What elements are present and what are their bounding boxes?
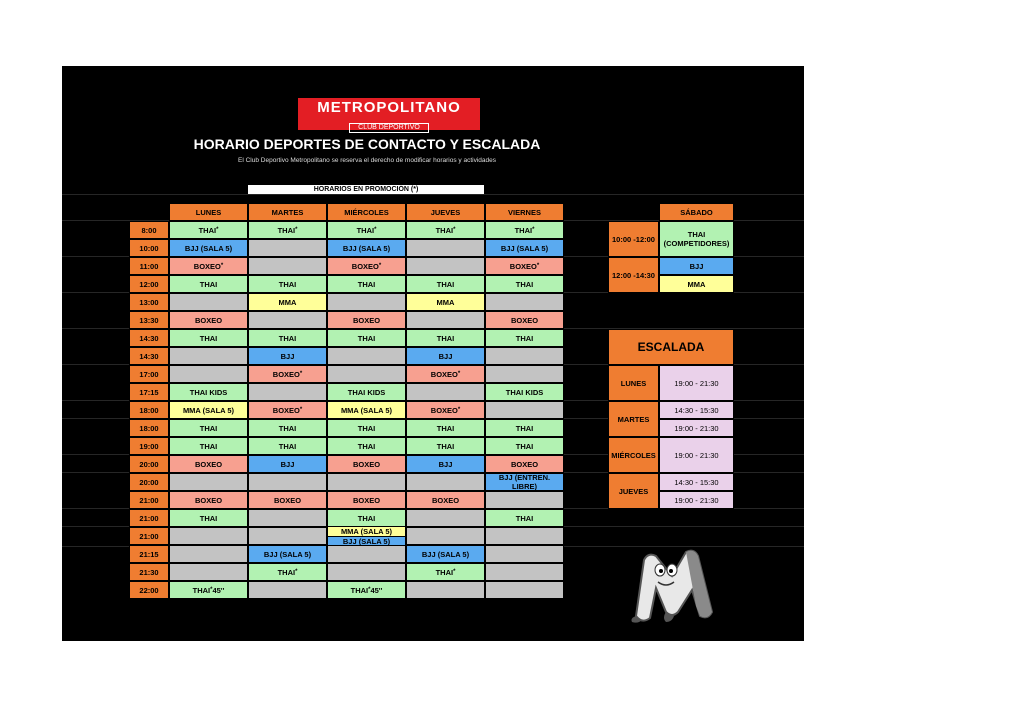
class-cell: [248, 293, 327, 311]
empty-cell: [169, 473, 248, 491]
empty-cell: [406, 581, 485, 599]
empty-cell: [485, 527, 564, 545]
class-name: BJJ (SALA 5): [421, 549, 470, 559]
class-name: BOXEO: [272, 369, 300, 379]
empty-cell: [485, 581, 564, 599]
class-cell: THAI *: [169, 221, 248, 239]
class-name: MMA: [436, 297, 455, 307]
class-name: THAI: [278, 441, 297, 451]
time-slot: 17:15: [129, 383, 169, 401]
class-name: THAI: [198, 225, 217, 235]
class-cell: [406, 293, 485, 311]
class-name: THAI: [357, 441, 376, 451]
class-cell: [485, 509, 564, 527]
class-cell: [327, 455, 406, 473]
day-header: MIÉRCOLES: [327, 203, 406, 221]
time-slot: 10:00: [129, 239, 169, 257]
class-cell: [248, 419, 327, 437]
class-name: THAI: [192, 585, 211, 595]
class-name: THAI: [357, 279, 376, 289]
empty-cell: [169, 545, 248, 563]
class-name: THAI: [515, 513, 534, 523]
class-cell: [327, 509, 406, 527]
class-duration: 45'': [370, 585, 383, 595]
class-cell: [485, 311, 564, 329]
class-name: THAI: [357, 423, 376, 433]
escalada-day: LUNES: [608, 365, 659, 401]
class-cell: [169, 275, 248, 293]
class-cell: [327, 401, 406, 419]
class-cell: [406, 329, 485, 347]
logo-title: METROPOLITANO: [317, 99, 461, 116]
empty-cell: [248, 239, 327, 257]
class-name: THAI: [515, 423, 534, 433]
class-name: BOXEO: [510, 315, 539, 325]
class-cell: [485, 437, 564, 455]
class-name: THAI: [436, 441, 455, 451]
class-name: THAI: [435, 567, 454, 577]
class-name: THAI: [515, 441, 534, 451]
class-name: THAI: [514, 225, 533, 235]
class-cell: [248, 329, 327, 347]
empty-cell: [327, 293, 406, 311]
empty-cell: [485, 401, 564, 419]
class-cell: [327, 311, 406, 329]
class-cell-split: [327, 527, 406, 545]
class-name: BOXEO: [351, 261, 379, 271]
class-name: THAI: [515, 333, 534, 343]
class-name: BJJ: [438, 459, 453, 469]
class-cell: [327, 491, 406, 509]
class-name: THAI: [199, 441, 218, 451]
class-name: BOXEO: [510, 459, 539, 469]
class-name: THAI: [199, 279, 218, 289]
empty-cell: [248, 473, 327, 491]
class-name: BJJ (ENTREN. LIBRE): [498, 473, 551, 491]
day-header: VIERNES: [485, 203, 564, 221]
time-slot: 21:00: [129, 527, 169, 545]
class-cell: [248, 545, 327, 563]
saturday-time-slot: 10:00 -12:00: [608, 221, 659, 257]
class-cell: [169, 437, 248, 455]
class-cell: [485, 383, 564, 401]
time-slot: 21:00: [129, 509, 169, 527]
empty-cell: [406, 257, 485, 275]
class-cell: [485, 455, 564, 473]
saturday-class: MMA: [659, 275, 734, 293]
logo-subtitle: CLUB DEPORTIVO: [349, 123, 429, 133]
class-cell: [327, 419, 406, 437]
schedule-sheet: [62, 66, 804, 641]
class-cell: THAI *: [406, 221, 485, 239]
time-slot: 17:00: [129, 365, 169, 383]
empty-cell: [248, 527, 327, 545]
escalada-day: JUEVES: [608, 473, 659, 509]
class-name: MMA (SALA 5): [340, 405, 393, 415]
class-cell: [485, 329, 564, 347]
empty-cell: [327, 545, 406, 563]
class-cell: [169, 491, 248, 509]
class-name: THAI KIDS: [505, 387, 544, 397]
empty-cell: [248, 383, 327, 401]
time-slot: 12:00: [129, 275, 169, 293]
class-cell: [169, 383, 248, 401]
class-cell: BOXEO *: [406, 401, 485, 419]
time-slot: 21:30: [129, 563, 169, 581]
class-cell: [169, 509, 248, 527]
class-name: THAI KIDS: [347, 387, 386, 397]
escalada-title: ESCALADA: [608, 329, 734, 365]
time-slot: 8:00: [129, 221, 169, 239]
class-cell: [485, 239, 564, 257]
class-cell: THAI * 45'': [327, 581, 406, 599]
class-cell: BJJ (SALA 5): [328, 536, 405, 546]
class-cell: [248, 275, 327, 293]
time-slot: 11:00: [129, 257, 169, 275]
mascot-icon: [626, 546, 718, 626]
class-name: THAI: [277, 567, 296, 577]
empty-cell: [248, 581, 327, 599]
class-cell: [169, 455, 248, 473]
class-cell: [169, 311, 248, 329]
class-cell: BOXEO *: [485, 257, 564, 275]
empty-cell: [485, 563, 564, 581]
class-name: THAI: [515, 279, 534, 289]
class-name: BJJ (SALA 5): [263, 549, 312, 559]
class-name: BJJ (SALA 5): [342, 243, 391, 253]
saturday-class: THAI (COMPETIDORES): [659, 221, 734, 257]
class-cell: BOXEO *: [248, 365, 327, 383]
class-name: THAI: [436, 279, 455, 289]
empty-cell: [248, 311, 327, 329]
escalada-time: 19:00 - 21:30: [659, 491, 734, 509]
empty-cell: [485, 365, 564, 383]
class-name: BOXEO: [193, 261, 221, 271]
class-name: THAI: [357, 333, 376, 343]
class-cell: [406, 347, 485, 365]
class-name: THAI: [277, 225, 296, 235]
class-cell: [169, 329, 248, 347]
class-cell: [169, 239, 248, 257]
empty-cell: [248, 509, 327, 527]
class-cell: [327, 329, 406, 347]
class-name: THAI: [278, 279, 297, 289]
time-slot: 20:00: [129, 455, 169, 473]
class-cell: [485, 275, 564, 293]
class-name: THAI: [436, 423, 455, 433]
class-name: MMA (SALA 5): [182, 405, 235, 415]
time-slot: 14:30: [129, 329, 169, 347]
escalada-time: 14:30 - 15:30: [659, 473, 734, 491]
empty-cell: [406, 311, 485, 329]
class-cell: [406, 491, 485, 509]
class-cell: [406, 545, 485, 563]
class-name: BJJ: [280, 459, 295, 469]
class-cell: BOXEO *: [406, 365, 485, 383]
time-slot: 22:00: [129, 581, 169, 599]
empty-cell: [327, 563, 406, 581]
empty-cell: [485, 491, 564, 509]
class-name: BOXEO: [509, 261, 537, 271]
class-name: BOXEO: [352, 495, 381, 505]
escalada-day: MARTES: [608, 401, 659, 437]
class-name: BOXEO: [194, 495, 223, 505]
class-cell: [327, 383, 406, 401]
class-cell: [169, 401, 248, 419]
empty-cell: [169, 365, 248, 383]
class-name: THAI: [199, 423, 218, 433]
escalada-time: 19:00 - 21:30: [659, 365, 734, 401]
empty-cell: [406, 383, 485, 401]
class-cell: [248, 347, 327, 365]
class-cell: [406, 419, 485, 437]
class-cell: [327, 275, 406, 293]
class-cell: [327, 437, 406, 455]
class-cell: [485, 473, 564, 491]
saturday-class: BJJ: [659, 257, 734, 275]
page-subtitle: El Club Deportivo Metropolitano se reserva el derecho de modificar horarios y actividades: [238, 157, 496, 164]
promo-legend: HORARIOS EN PROMOCIÓN (*): [248, 185, 484, 194]
empty-cell: [485, 545, 564, 563]
empty-cell: [169, 563, 248, 581]
empty-cell: [248, 257, 327, 275]
class-cell: THAI *: [327, 221, 406, 239]
class-cell: BOXEO *: [327, 257, 406, 275]
class-name: BJJ: [438, 351, 453, 361]
page-title: HORARIO DEPORTES DE CONTACTO Y ESCALADA: [193, 136, 541, 152]
day-header: MARTES: [248, 203, 327, 221]
empty-cell: [406, 527, 485, 545]
class-name: BOXEO: [430, 405, 458, 415]
time-slot: 21:15: [129, 545, 169, 563]
class-name: THAI: [278, 423, 297, 433]
empty-cell: [169, 347, 248, 365]
class-cell: [406, 455, 485, 473]
class-name: BOXEO: [273, 495, 302, 505]
empty-cell: [485, 293, 564, 311]
class-cell: THAI *: [248, 563, 327, 581]
class-cell: THAI *: [248, 221, 327, 239]
escalada-day: MIÉRCOLES: [608, 437, 659, 473]
class-name: THAI: [357, 513, 376, 523]
class-cell: [327, 239, 406, 257]
class-cell: [248, 491, 327, 509]
empty-cell: [406, 509, 485, 527]
empty-cell: [406, 239, 485, 257]
time-slot: 18:00: [129, 419, 169, 437]
class-cell: BOXEO *: [248, 401, 327, 419]
class-name: THAI KIDS: [189, 387, 228, 397]
saturday-header: SÁBADO: [659, 203, 734, 221]
class-cell: [248, 437, 327, 455]
class-cell: [169, 419, 248, 437]
class-cell: [248, 455, 327, 473]
day-header: LUNES: [169, 203, 248, 221]
class-cell: [485, 419, 564, 437]
time-slot: 21:00: [129, 491, 169, 509]
empty-cell: [327, 473, 406, 491]
escalada-time: 14:30 - 15:30: [659, 401, 734, 419]
class-cell: [406, 275, 485, 293]
class-name: THAI: [350, 585, 369, 595]
class-name: BJJ: [280, 351, 295, 361]
empty-cell: [406, 473, 485, 491]
class-name: THAI: [199, 333, 218, 343]
row-separator: [62, 194, 804, 195]
saturday-time-slot: 12:00 -14:30: [608, 257, 659, 293]
class-name: BOXEO: [272, 405, 300, 415]
class-name: BJJ (SALA 5): [500, 243, 549, 253]
class-name: BOXEO: [352, 315, 381, 325]
empty-cell: [169, 293, 248, 311]
class-name: THAI: [199, 513, 218, 523]
class-name: BOXEO: [431, 495, 460, 505]
class-name: BOXEO: [194, 459, 223, 469]
class-name: THAI: [356, 225, 375, 235]
class-name: THAI: [278, 333, 297, 343]
escalada-time: 19:00 - 21:30: [659, 419, 734, 437]
time-slot: 14:30: [129, 347, 169, 365]
class-cell: THAI * 45'': [169, 581, 248, 599]
time-slot: 13:30: [129, 311, 169, 329]
class-name: BOXEO: [194, 315, 223, 325]
empty-cell: [327, 365, 406, 383]
class-cell: [406, 437, 485, 455]
class-name: THAI: [436, 333, 455, 343]
time-slot: 13:00: [129, 293, 169, 311]
class-cell: THAI *: [485, 221, 564, 239]
class-cell: BOXEO *: [169, 257, 248, 275]
class-name: MMA: [278, 297, 297, 307]
escalada-time: 19:00 - 21:30: [659, 437, 734, 473]
day-header: JUEVES: [406, 203, 485, 221]
class-duration: 45'': [212, 585, 225, 595]
time-slot: 19:00: [129, 437, 169, 455]
time-slot: 20:00: [129, 473, 169, 491]
empty-cell: [327, 347, 406, 365]
class-name: BOXEO: [430, 369, 458, 379]
class-cell: THAI *: [406, 563, 485, 581]
class-cell: MMA (SALA 5): [328, 527, 405, 536]
empty-cell: [485, 347, 564, 365]
class-name: BOXEO: [352, 459, 381, 469]
class-name: BJJ (SALA 5): [184, 243, 233, 253]
time-slot: 18:00: [129, 401, 169, 419]
class-name: THAI: [435, 225, 454, 235]
club-logo: [298, 98, 480, 130]
empty-cell: [169, 527, 248, 545]
